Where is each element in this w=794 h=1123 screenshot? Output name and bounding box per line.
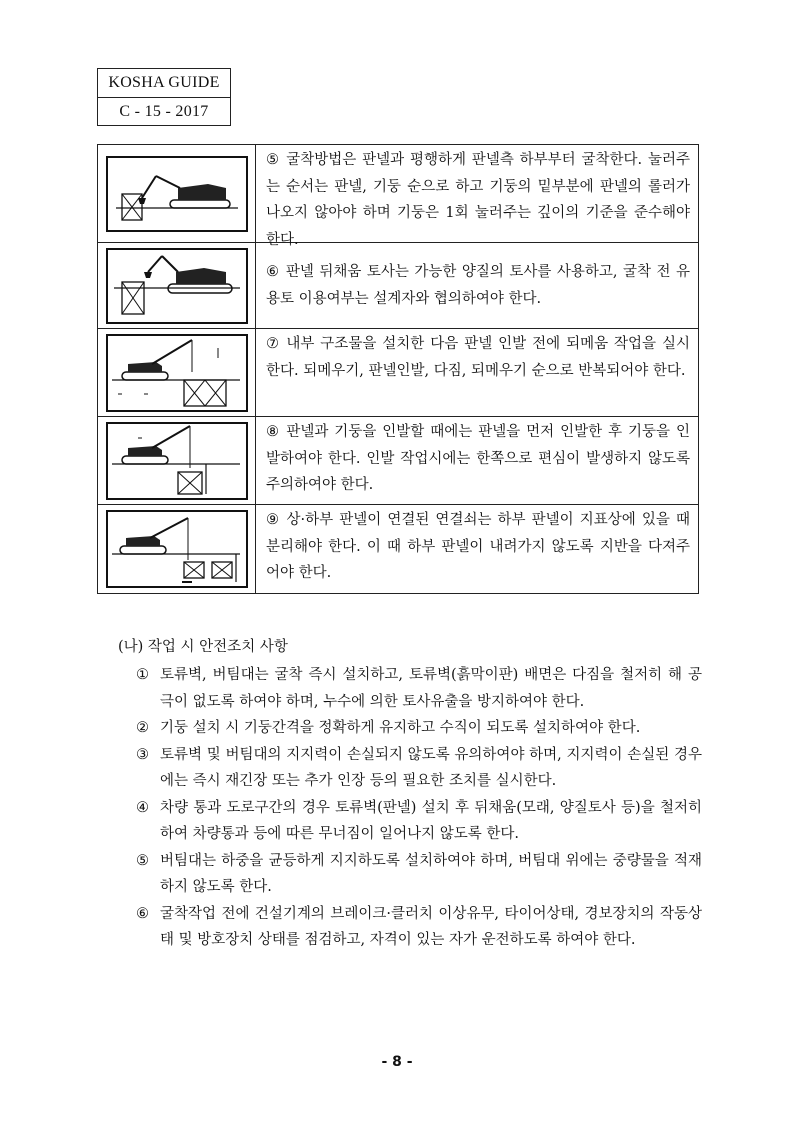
step-description: 판넬 뒤채움 토사는 가능한 양질의 토사를 사용하고, 굴착 전 유용토 이용여부는 설계자와 협의하여야 한다. <box>266 264 691 307</box>
procedure-row-9 <box>98 504 698 593</box>
backfill-figure <box>106 248 248 324</box>
list-item <box>136 662 702 715</box>
crane-pulling-column-illustration <box>108 424 246 498</box>
figure-cell <box>98 145 256 242</box>
pulling-figure <box>106 422 248 500</box>
crane-panel-disconnect-illustration <box>108 512 246 586</box>
procedure-row-8 <box>98 416 698 504</box>
safety-measures-section <box>118 634 702 954</box>
figure-cell <box>98 243 256 328</box>
list-item <box>136 795 702 848</box>
item-number: ③ <box>136 746 149 763</box>
step-text <box>256 329 698 416</box>
list-item <box>136 742 702 795</box>
item-number: ① <box>136 667 149 683</box>
excavation-figure <box>106 156 248 232</box>
list-item <box>136 715 702 742</box>
item-number: ⑤ <box>136 852 149 869</box>
item-text: 기둥 설치 시 기둥간격을 정확하게 유지하고 수직이 되도록 설치하여야 한다. <box>160 720 641 736</box>
step-marker: ⑤ <box>266 152 281 168</box>
item-text: 굴착작업 전에 건설기계의 브레이크·클러치 이상유무, 타이어상태, 경보장치의 작동상태 및 방호장치 상태를 점검하고, 자격이 있는 자가 운전하도록 하여야 한다. <box>160 905 702 948</box>
step-marker: ⑦ <box>266 336 281 352</box>
step-text <box>256 243 698 328</box>
guide-code: C - 15 - 2017 <box>98 97 230 126</box>
document-code-box <box>97 68 231 126</box>
step-description: 내부 구조물을 설치한 다음 판넬 인발 전에 되메움 작업을 실시한다. 되메우기, 판넬인발, 다짐, 되메우기 순으로 반복되어야 한다. <box>266 336 691 379</box>
step-text <box>256 417 698 504</box>
list-item <box>136 848 702 901</box>
list-item <box>136 901 702 954</box>
step-marker: ⑧ <box>266 424 281 440</box>
item-number: ⑥ <box>136 905 149 922</box>
item-text: 토류벽 및 버팀대의 지지력이 손실되지 않도록 유의하여야 하며, 지지력이 손실된 경우에는 즉시 재긴장 또는 추가 인장 등의 필요한 조치를 실시한다. <box>160 746 702 789</box>
item-text: 토류벽, 버팀대는 굴착 즉시 설치하고, 토류벽(흙막이판) 배면은 다짐을 철저히 해 공극이 없도록 하여야 하며, 누수에 의한 토사유출을 방지하여야 한다. <box>160 667 702 710</box>
item-text: 차량 통과 도로구간의 경우 토류벽(판넬) 설치 후 뒤채움(모래, 양질토사 등)을 철저히 하여 차량통과 등에 따른 무너짐이 일어나지 않도록 한다. <box>160 799 702 842</box>
step-text <box>256 145 698 248</box>
step-description: 상·하부 판넬이 연결된 연결쇠는 하부 판넬이 지표상에 있을 때 분리해야 한다. 이 때 하부 판넬이 내려가지 않도록 지반을 다져주어야 한다. <box>266 512 691 581</box>
step-marker: ⑥ <box>266 264 280 280</box>
guide-title: KOSHA GUIDE <box>108 74 220 91</box>
figure-cell <box>98 505 256 593</box>
disconnect-figure <box>106 510 248 588</box>
figure-cell <box>98 417 256 504</box>
item-text: 버팀대는 하중을 균등하게 지지하도록 설치하여야 하며, 버팀대 위에는 중량물을 적재하지 않도록 한다. <box>160 852 702 895</box>
procedure-row-7 <box>98 328 698 416</box>
figure-cell <box>98 329 256 416</box>
page-number: - 8 - <box>381 1054 413 1070</box>
step-description: 굴착방법은 판넬과 평행하게 판넬측 하부부터 굴착한다. 눌러주는 순서는 판넬, 기둥 순으로 하고 기둥의 밑부분에 판넬의 롤러가 나오지 않아야 하며 기둥은 1회 눌러주는 깊이의 기준을 준수해야 한다. <box>266 152 691 248</box>
section-heading: (나) 작업 시 안전조치 사항 <box>118 639 288 655</box>
excavator-digging-illustration <box>108 158 246 230</box>
procedure-row-5 <box>98 145 698 248</box>
backfill-pulling-figure <box>106 334 248 412</box>
procedure-row-6 <box>98 242 698 328</box>
crane-pulling-panel-illustration <box>108 336 246 410</box>
item-number: ② <box>136 720 149 736</box>
step-text <box>256 505 698 593</box>
procedure-table <box>97 144 699 594</box>
item-number: ④ <box>136 799 149 816</box>
step-marker: ⑨ <box>266 512 281 528</box>
step-description: 판넬과 기둥을 인발할 때에는 판넬을 먼저 인발한 후 기둥을 인발하여야 한다. 인발 작업시에는 한쪽으로 편심이 발생하지 않도록 주의하여야 한다. <box>266 424 691 493</box>
excavator-backfill-illustration <box>108 250 246 322</box>
